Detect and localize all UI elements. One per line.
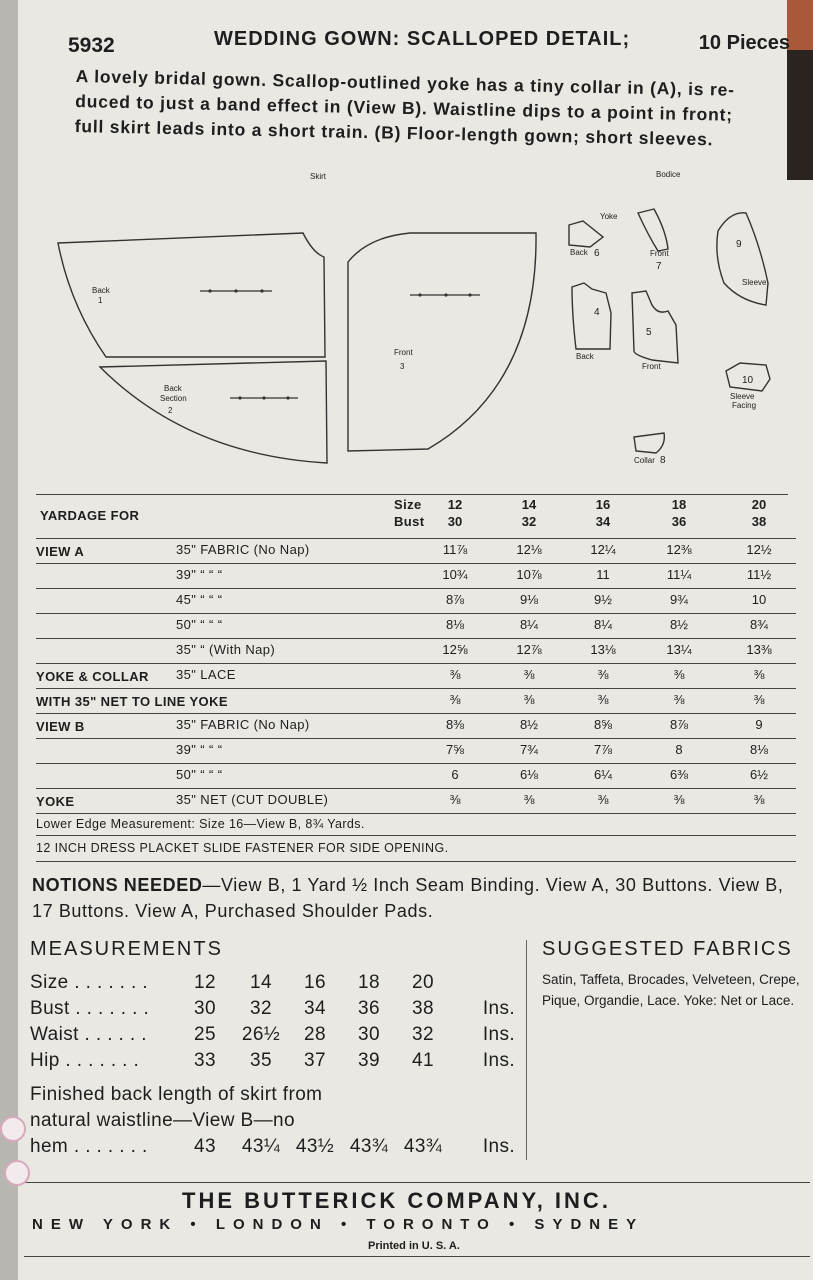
sleeve-9-number: 9 <box>736 239 742 250</box>
yardage-cell: 11 <box>596 567 610 582</box>
table-rule <box>36 813 796 814</box>
yoke-label: Yoke <box>600 212 618 221</box>
table-rule <box>36 688 796 689</box>
printed-in: Printed in U. S. A. <box>368 1240 460 1252</box>
row-group: YOKE & COLLAR <box>36 669 149 684</box>
measurement-row <box>30 1050 530 1076</box>
row-item: 50" “ “ “ <box>176 767 223 782</box>
footer-rule <box>24 1256 810 1257</box>
hem-row <box>30 1136 530 1162</box>
measurement-unit: Ins. <box>482 998 516 1019</box>
yardage-cell: ⅜ <box>673 667 685 682</box>
yardage-cell: ⅜ <box>753 692 765 707</box>
measurement-value: 12 <box>194 972 216 993</box>
back-6-label: Back <box>570 248 588 257</box>
row-item: 45" “ “ “ <box>176 592 223 607</box>
yardage-cell: 12⅜ <box>666 542 692 557</box>
yardage-cell: 8¼ <box>593 617 613 632</box>
size-header: 18 <box>671 497 687 512</box>
yardage-cell: 6⅜ <box>669 767 689 782</box>
yardage-cell: 8⅞ <box>445 592 465 607</box>
row-item: 35" FABRIC (No Nap) <box>176 717 310 732</box>
measurement-value: 30 <box>358 1024 380 1045</box>
column-divider <box>526 940 527 1160</box>
measurement-row <box>30 998 530 1024</box>
notions <box>32 872 802 924</box>
back-length-text: natural waistline—View B—no <box>30 1110 295 1131</box>
notions-text: —View B, 1 Yard ½ Inch Seam Binding. View A, 30 Buttons. View B, 17 Buttons. View A, Purchased Shoulder Pads. <box>32 875 784 921</box>
size-header: 20 <box>751 497 767 512</box>
piece-count: 10 Pieces <box>698 32 790 54</box>
skirt-label: Skirt <box>310 172 326 181</box>
table-rule <box>36 538 796 539</box>
measurements <box>30 938 530 1157</box>
yardage-cell: 12⅝ <box>442 642 468 657</box>
measurement-value: 20 <box>412 972 434 993</box>
yardage-cell: ⅜ <box>753 792 765 807</box>
back-4-label: Back <box>576 352 594 361</box>
yardage-cell: ⅜ <box>523 667 535 682</box>
measurement-row <box>30 972 530 998</box>
yardage-cell: ⅜ <box>449 692 461 707</box>
row-item: 35" FABRIC (No Nap) <box>176 542 310 557</box>
hem-value: 43¼ <box>241 1136 281 1157</box>
yardage-cell: 12⅛ <box>516 542 542 557</box>
measurement-value: 26½ <box>241 1024 281 1045</box>
measurements-title: MEASUREMENTS <box>30 938 223 960</box>
measurement-value: 35 <box>250 1050 272 1071</box>
size-header: 12 <box>447 497 463 512</box>
pattern-envelope-back <box>18 0 813 1280</box>
row-item: 39" “ “ “ <box>176 567 223 582</box>
front-5-label: Front <box>642 362 661 371</box>
hem-label: hem . . . . . . . <box>30 1136 148 1157</box>
yardage-cell: 6¼ <box>593 767 613 782</box>
yardage-cell: ⅜ <box>597 792 609 807</box>
punch-hole <box>4 1160 30 1186</box>
table-rule <box>36 788 796 789</box>
measurement-value: 38 <box>412 998 434 1019</box>
measurement-value: 18 <box>358 972 380 993</box>
description-line: full skirt leads into a short train. (B) Floor-length gown; short sleeves. <box>74 115 714 150</box>
yardage-cell: ⅜ <box>753 667 765 682</box>
yardage-cell: 13⅜ <box>746 642 772 657</box>
measurement-value: 30 <box>194 998 216 1019</box>
measurement-label: Bust . . . . . . . <box>30 998 150 1019</box>
measurement-label: Hip . . . . . . . <box>30 1050 140 1071</box>
sleeve-9-label: Sleeve <box>742 278 767 287</box>
hem-value: 43¾ <box>349 1136 389 1157</box>
yardage-cell: 8 <box>675 742 683 757</box>
yardage-cell: 8⅝ <box>593 717 613 732</box>
yardage-cell: 9½ <box>593 592 613 607</box>
yardage-cell: 9 <box>755 717 763 732</box>
yardage-cell: 9⅛ <box>519 592 539 607</box>
yardage-cell: ⅜ <box>597 692 609 707</box>
measurement-value: 34 <box>304 998 326 1019</box>
description-line: A lovely bridal gown. Scallop-outlined yoke has a tiny collar in (A), is re- <box>75 65 735 100</box>
row-group: VIEW B <box>36 719 85 734</box>
yardage-cell: ⅜ <box>673 692 685 707</box>
pattern-title: WEDDING GOWN: SCALLOPED DETAIL; <box>214 28 631 50</box>
collar-label: Collar <box>634 456 655 465</box>
hem-value: 43¾ <box>403 1136 443 1157</box>
table-rule <box>36 494 788 495</box>
notions-lead: NOTIONS NEEDED <box>32 875 203 895</box>
yardage-cell: 8⅛ <box>445 617 465 632</box>
punch-hole <box>0 1116 26 1142</box>
row-group: WITH 35" NET TO LINE YOKE <box>36 694 228 709</box>
row-item: 50" “ “ “ <box>176 617 223 632</box>
company-cities: NEW YORK • LONDON • TORONTO • SYDNEY <box>32 1216 645 1233</box>
front-7-label: Front <box>650 249 669 258</box>
yardage-cell: 6⅛ <box>519 767 539 782</box>
size-header: 14 <box>521 497 537 512</box>
yardage-title: YARDAGE FOR <box>40 508 140 523</box>
bust-header: 38 <box>751 514 767 529</box>
row-item: 35" LACE <box>176 667 236 682</box>
yardage-cell: 6½ <box>749 767 769 782</box>
yardage-cell: 13⅛ <box>590 642 616 657</box>
table-rule <box>36 588 796 589</box>
description-line: duced to just a band effect in (View B). Waistline dips to a point in front; <box>75 90 734 125</box>
front-5-number: 5 <box>646 327 652 338</box>
fabrics-text: Satin, Taffeta, Brocades, Velveteen, Crepe, Pique, Organdie, Lace. Yoke: Net or Lace. <box>542 972 800 1008</box>
table-rule <box>36 663 796 664</box>
measurement-unit: Ins. <box>482 1050 516 1071</box>
yardage-cell: 9¾ <box>669 592 689 607</box>
measurement-value: 32 <box>412 1024 434 1045</box>
footer <box>18 1180 813 1280</box>
measurement-value: 37 <box>304 1050 326 1071</box>
yardage-cell: 8½ <box>519 717 539 732</box>
table-rule <box>36 738 796 739</box>
placket-note: 12 INCH DRESS PLACKET SLIDE FASTENER FOR SIDE OPENING. <box>36 841 449 855</box>
bust-header: 32 <box>521 514 537 529</box>
table-rule <box>36 763 796 764</box>
row-item: 35" “ (With Nap) <box>176 642 276 657</box>
back-6-number: 6 <box>594 248 600 259</box>
back-section-number: 2 <box>168 406 173 415</box>
bust-header: 36 <box>671 514 687 529</box>
measurement-value: 39 <box>358 1050 380 1071</box>
measurement-unit: Ins. <box>482 1024 516 1045</box>
sleeve-facing-label: Sleeve <box>730 392 755 401</box>
measurement-label: Size . . . . . . . <box>30 972 149 993</box>
yardage-cell: 11¼ <box>666 567 692 582</box>
table-rule <box>36 835 796 836</box>
measurement-value: 28 <box>304 1024 326 1045</box>
yardage-cell: 8¼ <box>519 617 539 632</box>
yardage-cell: 8¾ <box>749 617 769 632</box>
yardage-cell: 8⅜ <box>445 717 465 732</box>
yardage-cell: 10¾ <box>442 567 468 582</box>
yardage-cell: 7⅞ <box>593 742 613 757</box>
back-length-text: Finished back length of skirt from <box>30 1084 323 1105</box>
hem-value: 43½ <box>295 1136 335 1157</box>
yardage-cell: 7¾ <box>519 742 539 757</box>
bust-header: 30 <box>447 514 463 529</box>
front-7-number: 7 <box>656 261 662 272</box>
measurement-value: 36 <box>358 998 380 1019</box>
yardage-cell: 12½ <box>746 542 772 557</box>
back-section-label: Back <box>164 384 182 393</box>
row-group: YOKE <box>36 794 75 809</box>
row-item: 35" NET (CUT DOUBLE) <box>176 792 329 807</box>
yardage-cell: ⅜ <box>449 792 461 807</box>
row-group: VIEW A <box>36 544 85 559</box>
company-name: THE BUTTERICK COMPANY, INC. <box>182 1188 611 1213</box>
back-1-number: 1 <box>98 296 103 305</box>
yardage-cell: 6 <box>451 767 459 782</box>
row-item: 39" “ “ “ <box>176 742 223 757</box>
measurement-value: 14 <box>250 972 272 993</box>
yardage-cell: 7⅝ <box>445 742 465 757</box>
yardage-cell: 8½ <box>669 617 689 632</box>
measurement-row <box>30 1024 530 1050</box>
measurement-value: 16 <box>304 972 326 993</box>
hem-unit: Ins. <box>482 1136 516 1157</box>
yardage-cell: 11½ <box>746 567 772 582</box>
fabrics-title: SUGGESTED FABRICS <box>542 938 793 960</box>
yardage-cell: 12⅞ <box>516 642 542 657</box>
size-label: Size <box>394 497 422 512</box>
pattern-number: 5932 <box>68 34 115 57</box>
front-3-label: Front <box>394 348 413 357</box>
yardage-cell: ⅜ <box>523 792 535 807</box>
measurement-label: Waist . . . . . . <box>30 1024 147 1045</box>
table-rule <box>36 563 796 564</box>
bust-header: 34 <box>595 514 611 529</box>
table-rule <box>36 638 796 639</box>
sleeve-facing-label: Facing <box>732 401 757 410</box>
collar-number: 8 <box>660 455 666 466</box>
front-3-number: 3 <box>400 362 405 371</box>
measurement-value: 25 <box>194 1024 216 1045</box>
bodice-label: Bodice <box>656 170 681 179</box>
measurement-value: 41 <box>412 1050 434 1071</box>
bust-label: Bust <box>394 514 425 529</box>
yardage-cell: 11⅞ <box>442 542 468 557</box>
sleeve-facing-number: 10 <box>742 375 754 386</box>
size-header: 16 <box>595 497 611 512</box>
hem-value: 43 <box>194 1136 216 1157</box>
yardage-cell: 8⅛ <box>749 742 769 757</box>
yardage-cell: 13¼ <box>666 642 692 657</box>
table-rule <box>36 713 796 714</box>
yardage-cell: 12¼ <box>590 542 616 557</box>
measurement-value: 32 <box>250 998 272 1019</box>
back-1-label: Back <box>92 286 110 295</box>
yardage-cell: ⅜ <box>523 692 535 707</box>
yardage-cell: ⅜ <box>597 667 609 682</box>
yardage-cell: 10 <box>751 592 767 607</box>
yardage-cell: 8⅞ <box>669 717 689 732</box>
table-rule <box>36 861 796 862</box>
yardage-cell: ⅜ <box>673 792 685 807</box>
back-4-number: 4 <box>594 307 600 318</box>
measurement-value: 33 <box>194 1050 216 1071</box>
footer-rule <box>24 1182 810 1183</box>
back-section-label: Section <box>160 394 187 403</box>
yardage-cell: ⅜ <box>449 667 461 682</box>
lower-edge-note: Lower Edge Measurement: Size 16—View B, 8¾ Yards. <box>36 817 365 831</box>
yardage-cell: 10⅞ <box>516 567 542 582</box>
suggested-fabrics <box>542 938 807 1011</box>
table-rule <box>36 613 796 614</box>
